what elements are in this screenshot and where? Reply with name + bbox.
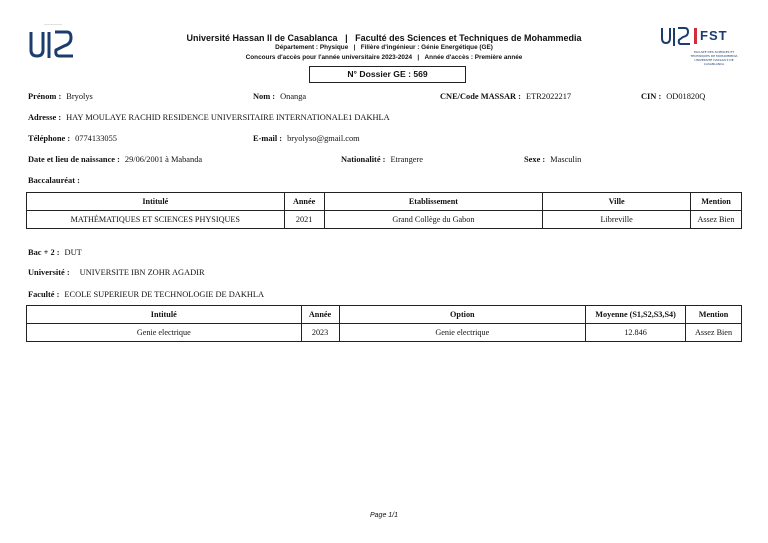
email-field: E-mail : bryolyso@gmail.com	[253, 134, 360, 143]
bac2-field: Bac + 2 : DUT	[28, 248, 82, 257]
bac-col-mention: Mention	[691, 193, 742, 211]
nationalite-field: Nationalité : Etrangere	[341, 155, 423, 164]
cne-field: CNE/Code MASSAR : ETR2022217	[440, 92, 572, 101]
bac2-col-moyenne: Moyenne (S1,S2,S3,S4)	[586, 306, 686, 324]
table-cell: Grand Collège du Gabon	[324, 211, 543, 229]
table-cell: Assez Bien	[691, 211, 742, 229]
sexe-field: Sexe : Masculin	[524, 155, 582, 164]
university-logo-icon	[26, 26, 80, 64]
table-cell: 2021	[284, 211, 324, 229]
bac-col-annee: Année	[284, 193, 324, 211]
document-header	[0, 0, 768, 90]
bac2-col-mention: Mention	[686, 306, 742, 324]
fst-logo: FST FACULTÉ DES SCIENCES ET TECHNIQUES DE MOHAMMEDIA UNIVERSITÉ HASSAN II DE CASABLANCA	[660, 24, 740, 68]
header-title: Université Hassan II de Casablanca | Faculté des Sciences et Techniques de Mohammedia	[186, 33, 582, 43]
page-number: Page 1/1	[369, 512, 399, 519]
table-cell: Genie electrique	[27, 324, 302, 342]
bac-col-intitule: Intitulé	[27, 193, 285, 211]
prenom-field: Prénom : Bryolys	[28, 92, 93, 101]
table-cell: 2023	[301, 324, 339, 342]
bac2-col-annee: Année	[301, 306, 339, 324]
table-header-row	[27, 306, 742, 324]
table-header-row	[27, 193, 742, 211]
header-department: Département : Physique | Filière d'ingénieur : Génie Energétique (GE)	[275, 44, 493, 51]
nom-field: Nom : Onanga	[253, 92, 307, 101]
table-cell: Libreville	[543, 211, 691, 229]
header-concours: Concours d'accès pour l'année universitaire 2023-2024 | Année d'accès : Première année	[245, 54, 523, 61]
bac2-table	[26, 305, 742, 342]
bac2-col-intitule: Intitulé	[27, 306, 302, 324]
fst-logo-icon	[660, 26, 692, 48]
table-row	[27, 324, 742, 342]
universite-field: Université : UNIVERSITE IBN ZOHR AGADIR	[28, 268, 205, 277]
faculte-field: Faculté : ECOLE SUPERIEUR DE TECHNOLOGIE DE DAKHLA	[28, 290, 265, 299]
telephone-field: Téléphone : 0774133055	[28, 134, 117, 143]
bac-col-ville: Ville	[543, 193, 691, 211]
bac-heading: Baccalauréat :	[28, 176, 80, 185]
adresse-field: Adresse : HAY MOULAYE RACHID RESIDENCE UNIVERSITAIRE INTERNATIONALE1 DAKHLA	[28, 113, 390, 122]
university-logo: ——————	[26, 22, 80, 68]
naissance-field: Date et lieu de naissance : 29/06/2001 à Mabanda	[28, 155, 203, 164]
table-row	[27, 211, 742, 229]
dossier-number: N° Dossier GE : 569	[309, 66, 466, 83]
table-cell: Assez Bien	[686, 324, 742, 342]
table-cell: 12.846	[586, 324, 686, 342]
bac-table	[26, 192, 742, 229]
bac-col-etablissement: Etablissement	[324, 193, 543, 211]
bac2-col-option: Option	[339, 306, 586, 324]
table-cell: Genie electrique	[339, 324, 586, 342]
cin-field: CIN : OD01820Q	[641, 92, 706, 101]
table-cell: MATHÉMATIQUES ET SCIENCES PHYSIQUES	[27, 211, 285, 229]
